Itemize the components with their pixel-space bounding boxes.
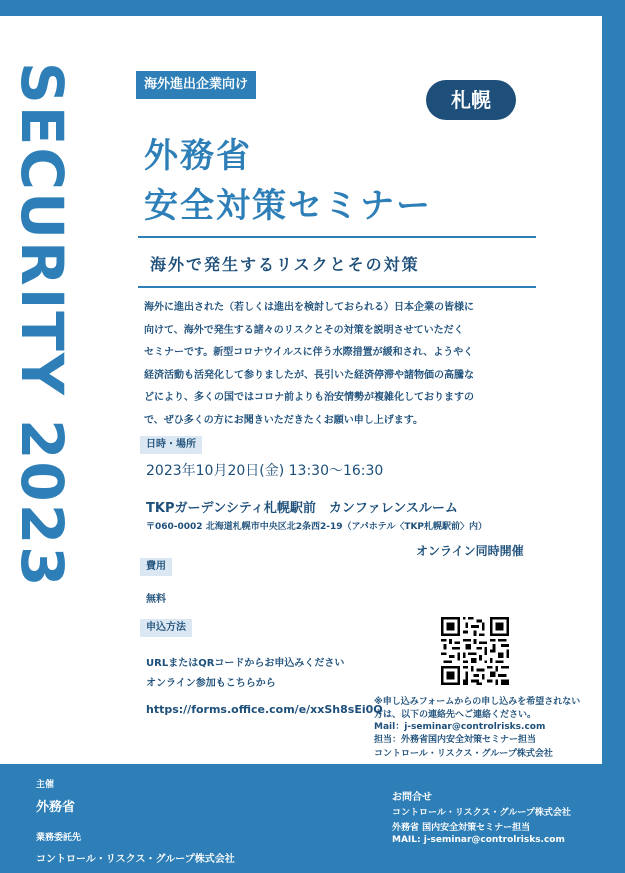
alternative-contact-note — [374, 696, 599, 746]
audience-tag: 海外進出企業向け — [136, 71, 256, 99]
title-divider-top — [138, 236, 536, 238]
contact-email[interactable]: MAIL: j-seminar@controlrisks.com — [392, 835, 565, 845]
note-line: ※申し込みフォームからの申し込みを希望されない — [374, 697, 581, 707]
note-line: Mail：j-seminar@controlrisks.com — [374, 722, 546, 732]
city-badge: 札幌 — [426, 80, 516, 120]
qr-code[interactable] — [441, 617, 509, 685]
title-seminar: 安全対策セミナー — [144, 186, 432, 226]
title-divider-bottom — [138, 286, 536, 288]
schedule-label: 日時・場所 — [140, 436, 202, 454]
event-datetime: 2023年10月20日(金) 13:30～16:30 — [146, 463, 384, 479]
contact-company: コントロール・リスクス・グループ株式会社 — [392, 808, 571, 818]
apply-online-note: オンライン参加もこちらから — [146, 678, 276, 689]
event-venue: TKPガーデンシティ札幌駅前 カンファレンスルーム — [146, 501, 458, 516]
online-notice: オンライン同時開催 — [416, 544, 524, 558]
note-line: 方は、以下の連絡先へご連絡ください。 — [374, 709, 537, 720]
venue-address: 〒060-0002 北海道札幌市中央区北2条西2-19（アパホテル〈TKP札幌駅前〉内） — [146, 522, 488, 532]
fee-value: 無料 — [146, 594, 166, 605]
title-organizer: 外務省 — [144, 136, 252, 176]
intro-line: 海外に進出された（若しくは進出を検討しておられる）日本企業の皆様に — [144, 302, 474, 313]
contractor-label: 業務委託先 — [36, 833, 82, 843]
contractor-name: コントロール・リスクス・グループ株式会社 — [36, 854, 235, 865]
note-line: 担当：外務省国内安全対策セミナー担当 — [374, 734, 537, 745]
intro-line: 向けて、海外で発生する諸々のリスクとその対策を説明させていただく — [144, 324, 464, 336]
intro-line: 経済活動も活発化して参りましたが、長引いた経済停滞や諸物価の高騰な — [144, 369, 474, 381]
organizer-label: 主催 — [36, 780, 55, 790]
intro-line: セミナーです。新型コロナウイルスに伴う水際措置が緩和され、ようやく — [144, 347, 474, 358]
application-link[interactable]: https://forms.office.com/e/xxSh8sEi0Q — [146, 703, 383, 716]
contact-department: 外務省 国内安全対策セミナー担当 — [392, 823, 531, 833]
apply-instruction: URLまたはQRコードからお申込みください — [146, 658, 345, 669]
intro-paragraph — [144, 297, 544, 432]
apply-label: 申込方法 — [140, 619, 192, 637]
organizer-name: 外務省 — [36, 800, 76, 815]
fee-label: 費用 — [140, 558, 172, 576]
subtitle: 海外で発生するリスクとその対策 — [150, 255, 420, 274]
contact-label: お問合せ — [392, 792, 432, 803]
intro-line: どにより、多くの国ではコロナ前よりも治安情勢が複雑化しておりますの — [144, 392, 474, 403]
note-company: コントロール・リスクス・グループ株式会社 — [374, 749, 553, 759]
vertical-banner-text: SECURITY 2023 — [8, 62, 76, 589]
intro-line: で、ぜひ多くの方にお聞きいただきたくお願い申し上げます。 — [144, 414, 423, 426]
